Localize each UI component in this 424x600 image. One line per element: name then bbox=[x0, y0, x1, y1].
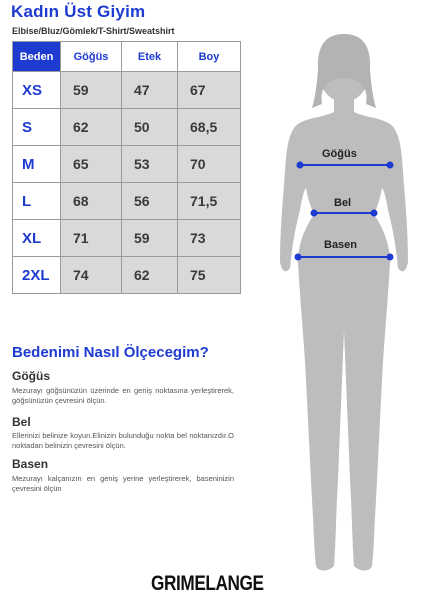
chest-cell: 62 bbox=[61, 109, 122, 146]
header-skirt: Etek bbox=[122, 42, 178, 72]
waist-measure-dot-left bbox=[311, 210, 318, 217]
body-figure bbox=[278, 0, 424, 600]
measure-heading-chest: Göğüs bbox=[12, 369, 50, 383]
chest-cell: 68 bbox=[61, 183, 122, 220]
table-row bbox=[13, 257, 241, 294]
hip-measure-dot-left bbox=[295, 254, 302, 261]
size-cell: XS bbox=[13, 72, 61, 109]
measure-text-chest: Mezurayı göğsünüzün üzerinde en geniş noktasına yerleştirerek, göğsünüzün çevresini ölçün. bbox=[12, 386, 234, 405]
table-row bbox=[13, 72, 241, 109]
hip-measure-dot-right bbox=[387, 254, 394, 261]
measure-heading-waist: Bel bbox=[12, 415, 31, 429]
table-row bbox=[13, 220, 241, 257]
measure-heading-hip: Basen bbox=[12, 457, 49, 471]
chest-measure-dot-left bbox=[297, 162, 304, 169]
figure-torso bbox=[280, 112, 408, 571]
chest-label: Göğüs bbox=[322, 148, 357, 160]
brand-logo: GRIMELANGE bbox=[151, 572, 264, 595]
table-row bbox=[13, 183, 241, 220]
length-cell: 67 bbox=[178, 72, 241, 109]
measure-text-waist: Ellerinizi belinize koyun.Elinizin bulunduğu nokta bel noktanızdır.O noktadan belinizin çevresini ölçün. bbox=[12, 431, 234, 450]
page-title: Kadın Üst Giyim bbox=[11, 2, 146, 21]
size-cell: M bbox=[13, 146, 61, 183]
waist-measure-dot-right bbox=[371, 210, 378, 217]
table-row bbox=[13, 146, 241, 183]
size-cell: L bbox=[13, 183, 61, 220]
skirt-cell: 59 bbox=[122, 220, 178, 257]
size-cell: S bbox=[13, 109, 61, 146]
size-table bbox=[12, 41, 241, 294]
skirt-cell: 50 bbox=[122, 109, 178, 146]
header-size: Beden bbox=[13, 42, 61, 72]
hip-label: Basen bbox=[324, 239, 358, 251]
chest-cell: 59 bbox=[61, 72, 122, 109]
skirt-cell: 47 bbox=[122, 72, 178, 109]
length-cell: 71,5 bbox=[178, 183, 241, 220]
skirt-cell: 53 bbox=[122, 146, 178, 183]
chest-cell: 74 bbox=[61, 257, 122, 294]
skirt-cell: 62 bbox=[122, 257, 178, 294]
length-cell: 75 bbox=[178, 257, 241, 294]
chest-measure-dot-right bbox=[387, 162, 394, 169]
table-header-row bbox=[13, 42, 241, 72]
skirt-cell: 56 bbox=[122, 183, 178, 220]
length-cell: 68,5 bbox=[178, 109, 241, 146]
table-row bbox=[13, 109, 241, 146]
header-chest: Göğüs bbox=[61, 42, 122, 72]
howto-title: Bedenimi Nasıl Ölçecegim? bbox=[12, 344, 209, 361]
header-length: Boy bbox=[178, 42, 241, 72]
measure-text-hip: Mezurayı kalçanızın en geniş yerine yerleştirerek, baseninizin çevresini ölçün bbox=[12, 474, 234, 493]
chest-cell: 65 bbox=[61, 146, 122, 183]
length-cell: 70 bbox=[178, 146, 241, 183]
page-subtitle: Elbise/Bluz/Gömlek/T-Shirt/Sweatshirt bbox=[12, 26, 175, 36]
chest-cell: 71 bbox=[61, 220, 122, 257]
length-cell: 73 bbox=[178, 220, 241, 257]
size-cell: 2XL bbox=[13, 257, 61, 294]
waist-label: Bel bbox=[334, 197, 352, 209]
size-cell: XL bbox=[13, 220, 61, 257]
